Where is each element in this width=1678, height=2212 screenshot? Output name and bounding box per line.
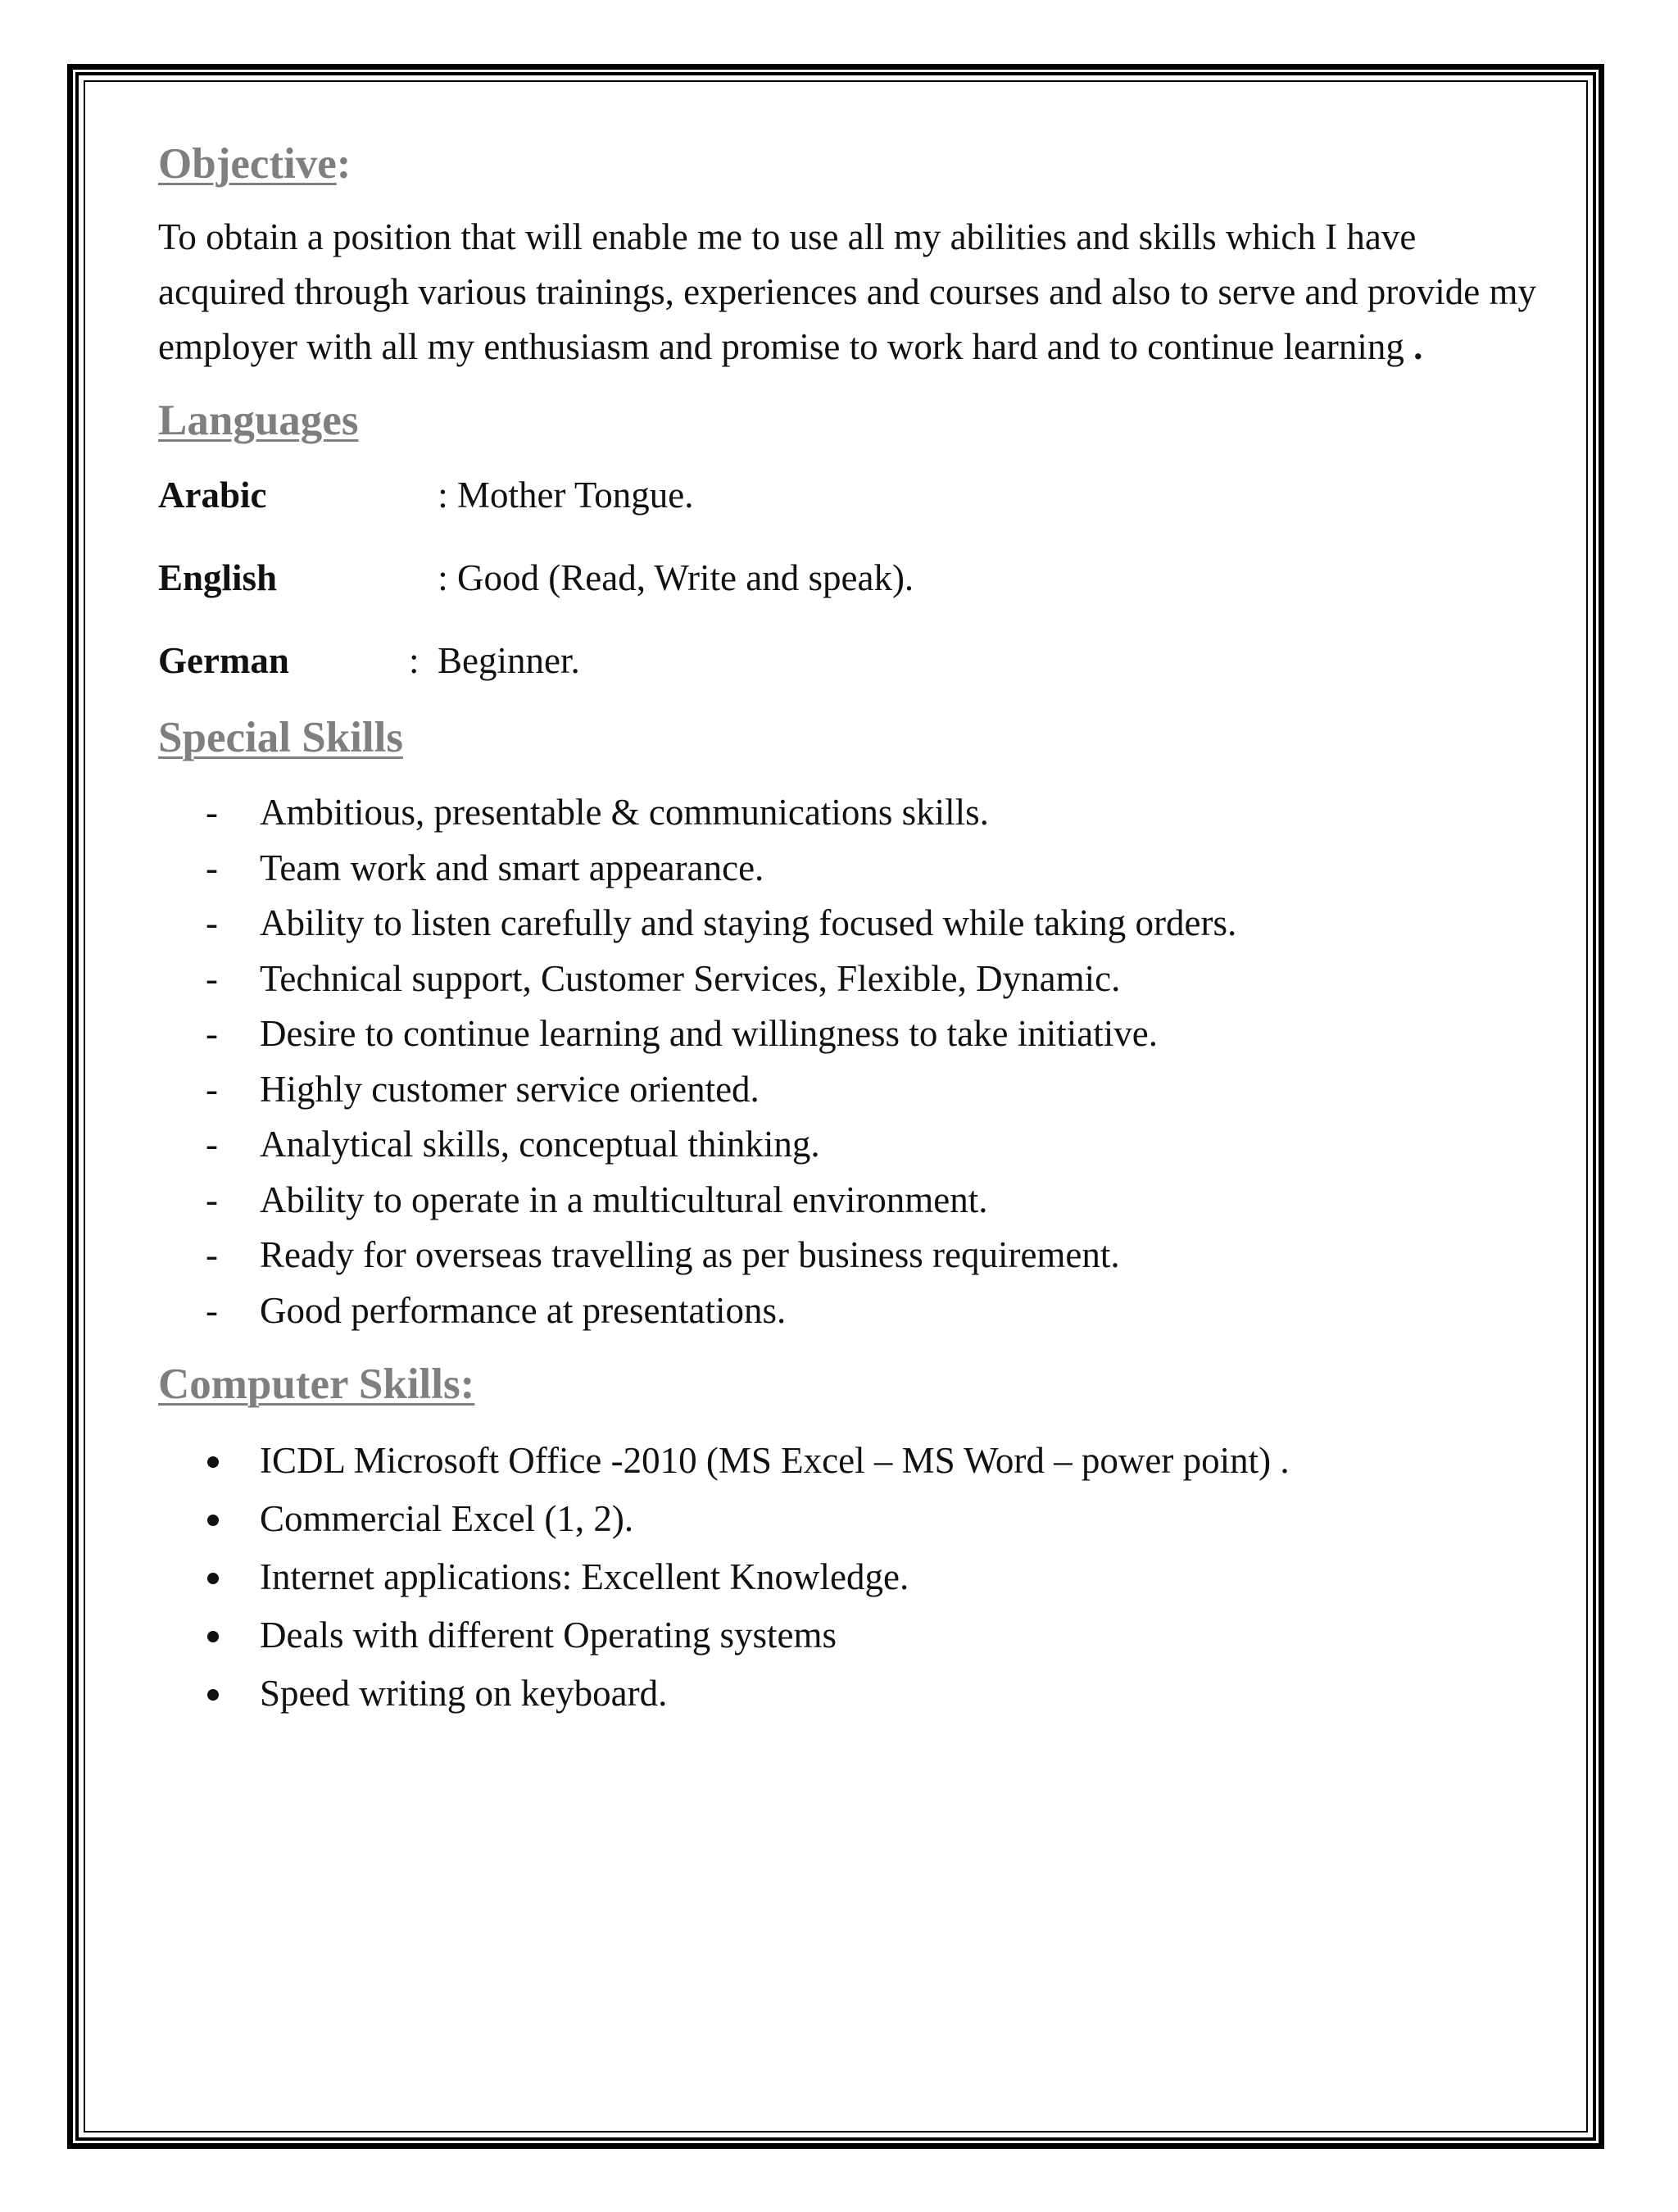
- dash-marker: -: [206, 1234, 218, 1275]
- special-skills-heading-text: Special Skills: [158, 714, 403, 761]
- list-item-text: Speed writing on keyboard.: [260, 1673, 668, 1714]
- list-item: [158, 1006, 1543, 1062]
- list-item-text: Deals with different Operating systems: [260, 1615, 837, 1656]
- list-item-text: Highly customer service oriented.: [260, 1068, 760, 1110]
- languages-list: [158, 468, 1543, 688]
- list-item: [158, 1490, 1543, 1548]
- list-item-text: Commercial Excel (1, 2).: [260, 1498, 634, 1539]
- list-item: [158, 1117, 1543, 1173]
- language-level: : Beginner.: [409, 640, 580, 681]
- list-item-text: Ready for overseas travelling as per business requirement.: [260, 1234, 1120, 1275]
- languages-section: [158, 388, 1543, 688]
- dash-marker: -: [206, 1124, 218, 1165]
- objective-section: [158, 131, 1543, 375]
- language-level: : Mother Tongue.: [429, 475, 694, 516]
- computer-skills-section: [158, 1351, 1543, 1723]
- special-skills-section: [158, 705, 1543, 1338]
- list-item-text: Ambitious, presentable & communications skills.: [260, 792, 989, 833]
- objective-period: .: [1413, 326, 1423, 367]
- list-item: [158, 1062, 1543, 1118]
- objective-heading-text: Objective: [158, 140, 337, 188]
- list-item-text: Team work and smart appearance.: [260, 847, 764, 888]
- language-row-english: [158, 551, 1543, 606]
- special-skills-list: [158, 785, 1543, 1338]
- resume-content: [158, 131, 1543, 1736]
- list-item: [158, 1173, 1543, 1229]
- dash-marker: -: [206, 902, 218, 943]
- special-skills-heading: [158, 705, 1543, 770]
- list-item: [158, 896, 1543, 952]
- list-item-text: Good performance at presentations.: [260, 1289, 787, 1331]
- bullet-dot-icon: [207, 1689, 219, 1701]
- list-item-text: Technical support, Customer Services, Flexible, Dynamic.: [260, 957, 1121, 999]
- list-item-text: ICDL Microsoft Office -2010 (MS Excel – MS Word – power point) .: [260, 1440, 1290, 1481]
- list-item-text: Internet applications: Excellent Knowledge.: [260, 1556, 909, 1597]
- dash-marker: -: [206, 847, 218, 888]
- bullet-dot-icon: [207, 1573, 219, 1584]
- language-level: : Good (Read, Write and speak).: [429, 557, 914, 598]
- dash-marker: -: [206, 1013, 218, 1054]
- list-item: [158, 841, 1543, 897]
- computer-skills-heading-text: Computer Skills:: [158, 1360, 475, 1408]
- bullet-dot-icon: [207, 1631, 219, 1642]
- objective-body: To obtain a position that will enable me to use all my abilities and skills which I have acquired through various trainings, experiences and courses and also to serve and provide my employer with all my enthusiasm and promise to work hard and to continue learning: [158, 216, 1536, 367]
- bullet-dot-icon: [207, 1515, 219, 1526]
- objective-heading: [158, 131, 1543, 197]
- list-item: [158, 1606, 1543, 1665]
- language-row-arabic: [158, 468, 1543, 523]
- language-row-german: [158, 634, 1543, 688]
- list-item: [158, 1228, 1543, 1283]
- objective-text: [158, 210, 1543, 375]
- computer-skills-list: [158, 1432, 1543, 1723]
- dash-marker: -: [206, 957, 218, 999]
- language-name: English: [158, 557, 278, 598]
- languages-heading-text: Languages: [158, 397, 359, 444]
- list-item: [158, 1432, 1543, 1490]
- bullet-dot-icon: [207, 1456, 219, 1468]
- list-item: [158, 1283, 1543, 1339]
- language-name: German: [158, 640, 289, 681]
- dash-marker: -: [206, 1289, 218, 1331]
- dash-marker: -: [206, 792, 218, 833]
- list-item-text: Ability to listen carefully and staying focused while taking orders.: [260, 902, 1237, 943]
- list-item: [158, 785, 1543, 841]
- dash-marker: -: [206, 1179, 218, 1220]
- computer-skills-heading: [158, 1351, 1543, 1417]
- languages-heading: [158, 388, 1543, 453]
- list-item: [158, 952, 1543, 1007]
- objective-heading-colon: :: [336, 140, 351, 188]
- dash-marker: -: [206, 1068, 218, 1110]
- list-item-text: Desire to continue learning and willingness to take initiative.: [260, 1013, 1158, 1054]
- list-item: [158, 1548, 1543, 1606]
- list-item-text: Analytical skills, conceptual thinking.: [260, 1124, 820, 1165]
- language-name: Arabic: [158, 475, 267, 516]
- list-item-text: Ability to operate in a multicultural environment.: [260, 1179, 988, 1220]
- list-item: [158, 1665, 1543, 1723]
